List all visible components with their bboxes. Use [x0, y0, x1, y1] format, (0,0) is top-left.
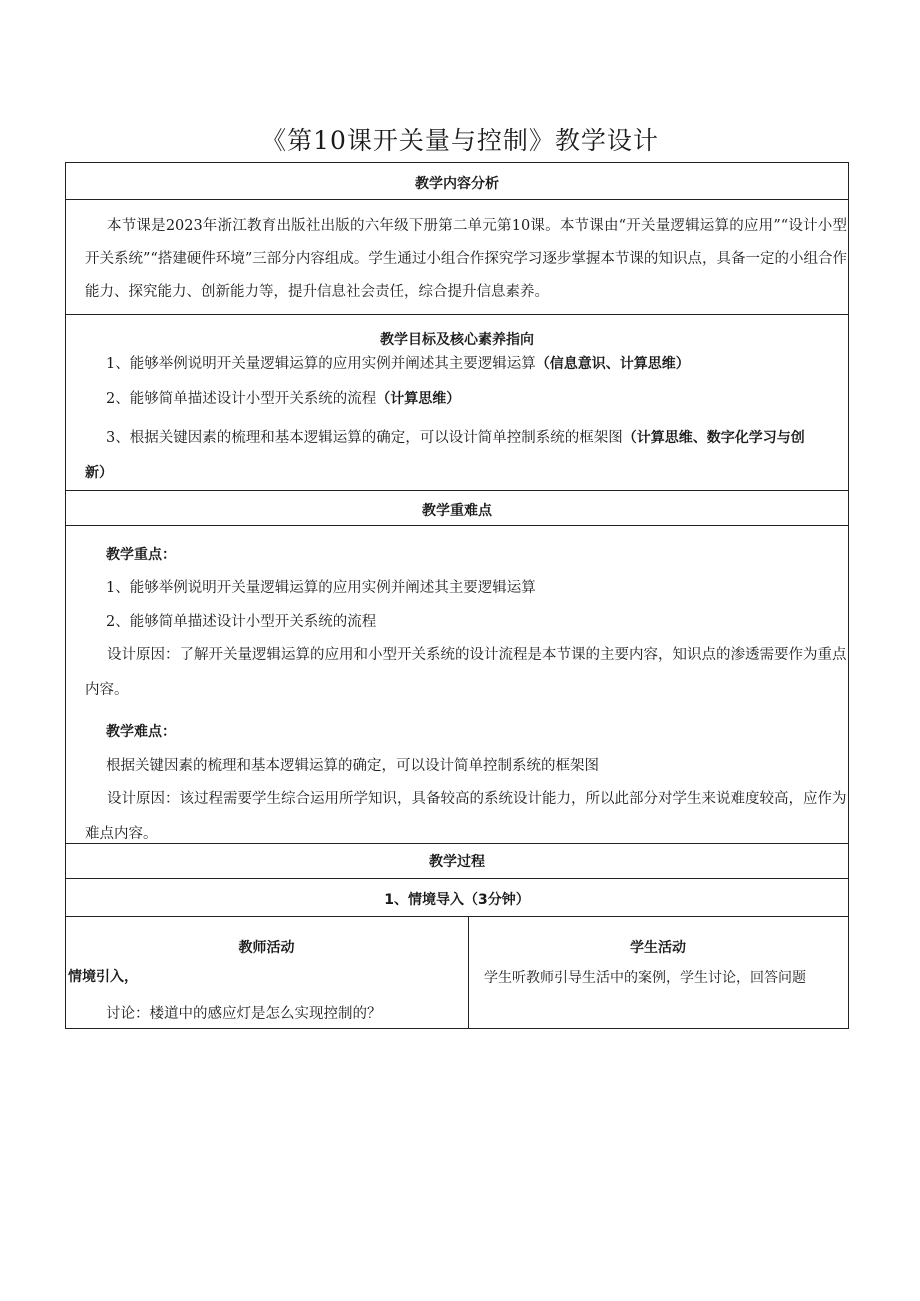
table-border-bottom: [65, 1028, 849, 1029]
table-border-top: [65, 162, 849, 163]
content-analysis-text: 本节课是2023年浙江教育出版社出版的六年级下册第二单元第10课。本节课由“开关量逻辑运算的应用”“设计小型开关系统”“搭建硬件环境”三部分内容组成。学生通过小组合作探究学习逐步掌握本节课的知识点，具备一定的小组合作能力、探究能力、创新能力等，提升信息社会责任，综合提升信息素养。: [85, 218, 847, 300]
column-divider: [468, 916, 469, 1028]
student-text: 学生听教师引导生活中的案例，学生讨论，回答问题: [484, 970, 806, 986]
objective-item: 2、能够简单描述设计小型开关系统的流程（计算思维）: [106, 391, 461, 407]
row-divider: [65, 916, 849, 917]
row-divider: [65, 525, 849, 526]
difficult-item: 根据关键因素的梳理和基本逻辑运算的确定，可以设计简单控制系统的框架图: [106, 758, 599, 774]
teacher-label: 情境引入，: [68, 969, 138, 985]
teacher-activity-header: 教师活动: [238, 940, 295, 956]
process-step-title: 1、情境导入（3分钟）: [384, 892, 530, 908]
key-reason: 设计原因：了解开关量逻辑运算的应用和小型开关系统的设计流程是本节课的主要内容，知识点的渗透需要作为重点内容。: [85, 647, 847, 698]
objectives-heading: 教学目标及核心素养指向: [380, 332, 534, 348]
row-divider: [65, 199, 849, 200]
key-item: 1、能够举例说明开关量逻辑运算的应用实例并阐述其主要逻辑运算: [106, 580, 536, 596]
content-analysis-heading: 教学内容分析: [415, 176, 499, 192]
objective-item: 3、根据关键因素的梳理和基本逻辑运算的确定，可以设计简单控制系统的框架图（计算思维、数字化学习与创新）: [85, 430, 805, 481]
student-activity-header: 学生活动: [630, 940, 686, 956]
key-points-heading: 教学重难点: [422, 503, 492, 519]
key-label: 教学重点：: [106, 547, 176, 563]
row-divider: [65, 314, 849, 315]
row-divider: [65, 878, 849, 879]
objective-item: 1、能够举例说明开关量逻辑运算的应用实例并阐述其主要逻辑运算（信息意识、计算思维）: [106, 356, 690, 372]
process-heading: 教学过程: [429, 854, 485, 870]
difficult-reason: 设计原因：该过程需要学生综合运用所学知识，具备较高的系统设计能力，所以此部分对学生来说难度较高，应作为难点内容。: [85, 791, 847, 842]
difficult-label: 教学难点：: [106, 724, 176, 740]
key-item: 2、能够简单描述设计小型开关系统的流程: [106, 614, 377, 630]
page-title: 《第10课开关量与控制》教学设计: [261, 126, 659, 155]
teacher-text: 讨论：楼道中的感应灯是怎么实现控制的？: [106, 1006, 382, 1022]
